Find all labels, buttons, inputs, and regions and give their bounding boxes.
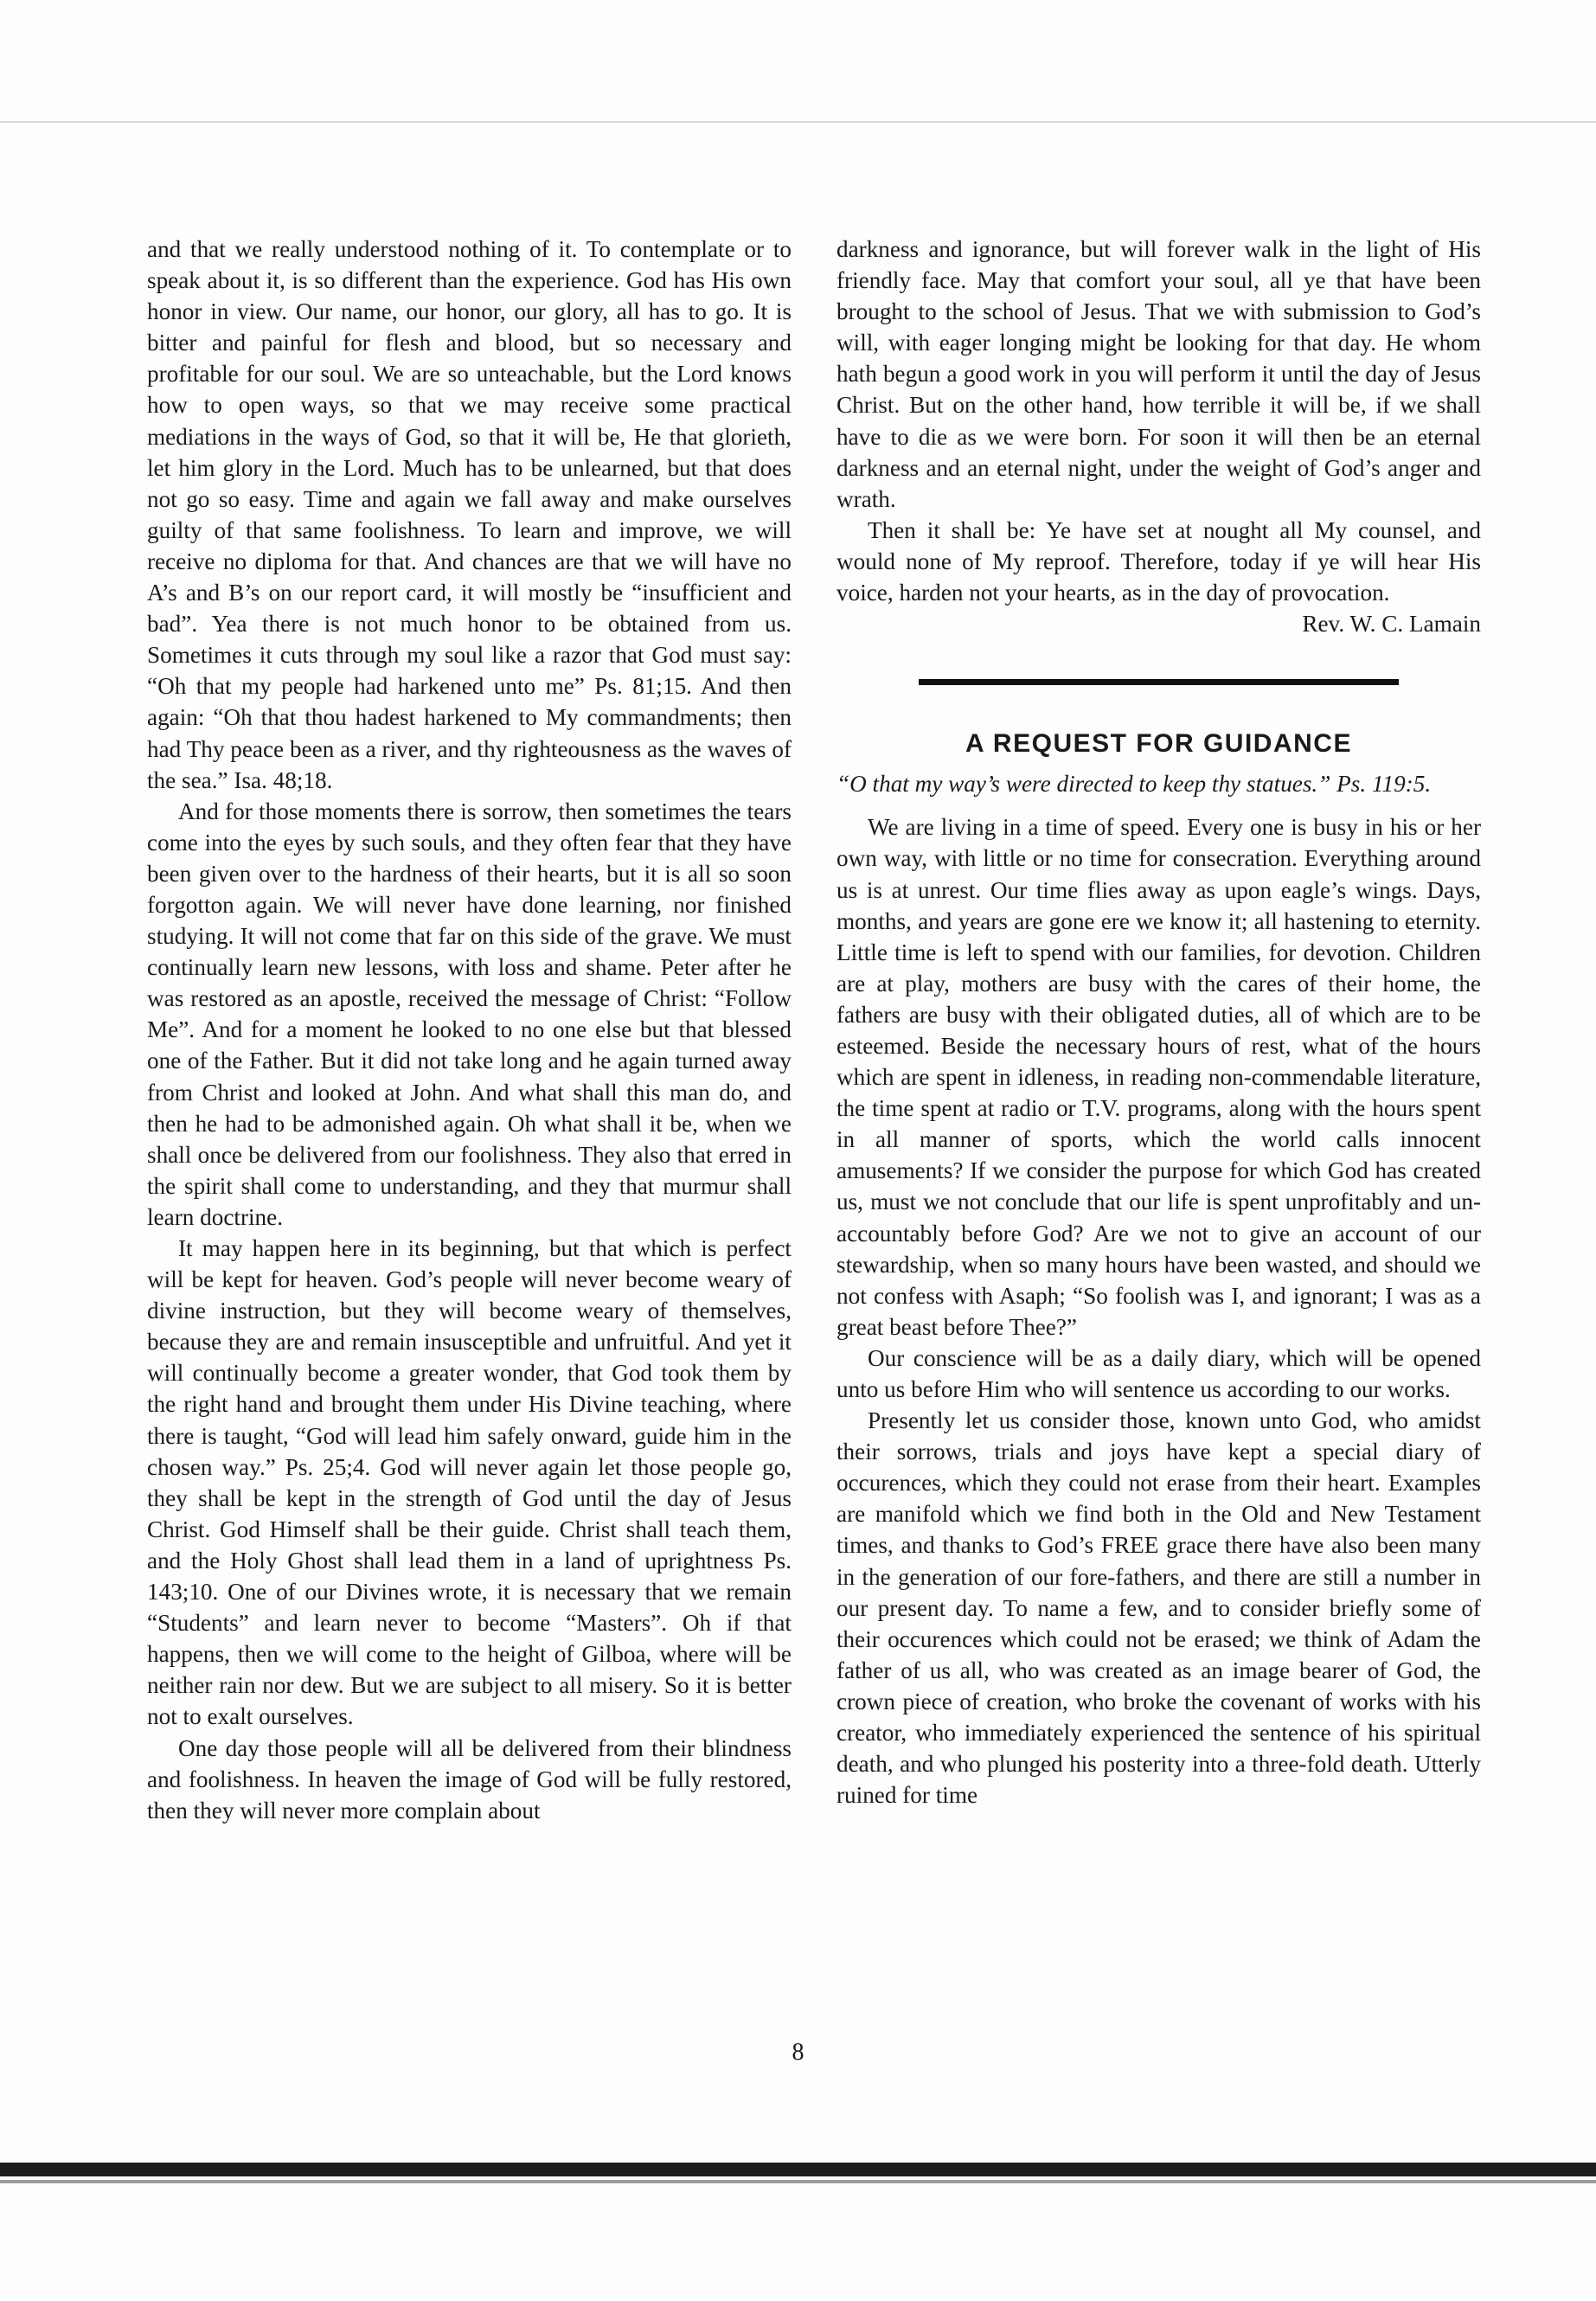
bottom-edge-line	[0, 2180, 1596, 2183]
paragraph: darkness and ignorance, but will forever walk in the light of His friendly face. May that comfort your soul, all ye that have been brought to the school of Jesus. That we with submission to God’s will, with eager longing might be looking for that day. He whom hath begun a good work in you will perform it until the day of Jesus Christ. But on the other hand, how terrible it will be, if we shall have to die as we were born. For soon it will then be an eternal darkness and an eternal night, under the weight of God’s anger and wrath.	[836, 236, 1481, 512]
page-number: 8	[792, 2039, 804, 2066]
article-title: A REQUEST FOR GUIDANCE	[965, 729, 1352, 759]
author-signature: Rev. W. C. Lamain	[1302, 611, 1481, 638]
paragraph: And for those moments there is sorrow, then sometimes the tears come into the eyes by such souls, and they often fear that they have been given over to the hardness of their hearts, but it is all so soon forgotton again. We will never have done learning, nor finished studying. It will not come that far on this side of the grave. We must continually learn new lessons, with loss and shame. Peter after he was restored as an apostle, received the message of Christ: “Follow Me”. And for a moment he looked to no one else but that blessed one of the Father. But it did not take long and he again turned away from Christ and looked at John. And what shall this man do, and then he had to be admonished again. Oh what shall it be, when we shall once be delivered from our foolishness. They also that erred in the spirit shall come to understanding, and they that murmur shall learn doctrine.	[147, 798, 792, 1230]
bottom-edge-band	[0, 2163, 1596, 2176]
top-edge-rule	[0, 121, 1596, 123]
paragraph: We are living in a time of speed. Every one is busy in his or her own way, with little or no time for consecration. Everything around us is at unrest. Our time flies away as upon eagle’s wings. Days, months, and years are gone ere we know it; all hastening to eternity. Little time is left to spend with our families, for devotion. Children are at play, mothers are busy with the cares of their home, the fathers are busy with their obligated duties, all of which are to be esteemed. Beside the necessary hours of rest, what of the hours which are spent in idleness, in reading non-commendable literature, the time spent at radio or T.V. programs, along with the hours spent in all manner of sports, which the world calls innocent amusements? If we consider the purpose for which God has created us, must we not conclude that our life is spent unprofitably and un-accountably before God? Are we not to give an account of our stewardship, when so many hours have been wasted, and should we not confess with Asaph; “So foolish was I, and ignorant; I was as a great beast before Thee?”	[836, 814, 1481, 1340]
epigraph: “O that my way’s were directed to keep thy statues.” Ps. 119:5.	[836, 771, 1432, 798]
paragraph: It may happen here in its beginning, but that which is perfect will be kept for heaven. God’s people will never become weary of divine instruction, but they will become weary of themselves, because they are and remain insusceptible and unfruitful. And yet it will continually become a greater wonder, that God took them by the right hand and brought them under His Divine teaching, where there is taught, “God will lead him safely onward, guide him in the chosen way.” Ps. 25;4. God will never again let those people go, they shall be kept in the strength of God until the day of Jesus Christ. God Himself shall be their guide. Christ shall teach them, and the Holy Ghost shall lead them in a land of uprightness Ps. 143;10. One of our Divines wrote, it is necessary that we remain “Students” and learn never to become “Masters”. Oh if that happens, then we will come to the height of Gilboa, where will be neither rain nor dew. But we are subject to all misery. So it is better not to exalt ourselves.	[147, 1235, 792, 1730]
paragraph: Our conscience will be as a daily diary, which will be opened unto us before Him who will sentence us according to our works.	[836, 1344, 1481, 1402]
paragraph: One day those people will all be delivered from their blindness and foolishness. In heaven the image of God will be fully restored, then they will never more complain about	[147, 1734, 792, 1823]
right-column	[836, 234, 1481, 1811]
left-column	[147, 234, 792, 1826]
paragraph: Presently let us consider those, known unto God, who amidst their sorrows, trials and joys have kept a special diary of occurences, which they could not erase from their heart. Examples are manifold which we find both in the Old and New Testament times, and thanks to God’s FREE grace there have also been many in the generation of our fore-fathers, and there are still a number in our present day. To name a few, and to consider briefly some of their occurences which could not be erased; we think of Adam the father of us all, who was created as an image bearer of God, the crown piece of creation, who broke the covenant of works with his creator, who immediately experienced the sentence of his spiritual death, and who plunged his posterity into a three-fold death. Utterly ruined for time	[836, 1407, 1481, 1809]
paragraph: and that we really understood nothing of it. To contemplate or to speak about it, is so different than the experience. God has His own honor in view. Our name, our honor, our glory, all has to go. It is bitter and painful for flesh and blood, but so necessary and profitable for our soul. We are so unteachable, but the Lord knows how to open ways, so that we may receive some practical mediations in the ways of God, so that it will be, He that glorieth, let him glory in the Lord. Much has to be unlearned, but that does not go so easy. Time and again we fall away and make ourselves guilty of that same foolishness. To learn and improve, we will receive no diploma for that. And chances are that we will have no A’s and B’s on our report card, it will mostly be “insufficient and bad”. Yea there is not much honor to be obtained from us. Sometimes it cuts through my soul like a razor that God must say: “Oh that my people had harkened unto me” Ps. 81;15. And then again: “Oh that thou hadest harkened to My commandments; then had Thy peace been as a river, and thy righteousness as the waves of the sea.” Isa. 48;18.	[147, 236, 792, 793]
section-divider	[919, 679, 1399, 685]
paragraph: Then it shall be: Ye have set at nought all My counsel, and would none of My reproof. Therefore, today if ye will hear His voice, harden not your hearts, as in the day of provocation.	[836, 516, 1481, 606]
